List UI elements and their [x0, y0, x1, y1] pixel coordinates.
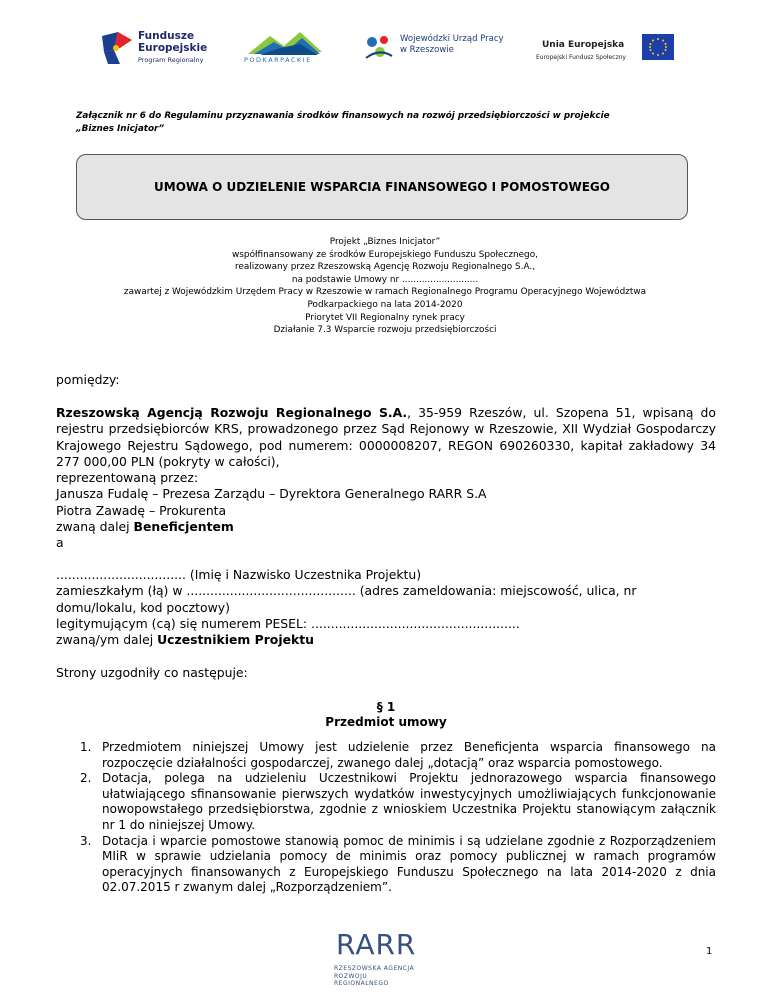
- title-box: [76, 154, 688, 220]
- party1-details: , 35-959 Rzeszów, ul. Szopena 51, wpisaną do rejestru przedsiębiorców KRS, prowadzonego przez Sąd Rejonowy w Rzeszowie, XII Wydział Gospodarczy Krajowego Rejestru Sądowego, pod numerem: 0000008207, REGON 690260330, kapitał zakładowy 34 277 000,00 PLN (pokryty w całości),: [56, 405, 717, 469]
- party2-called: [56, 632, 716, 648]
- project-info: [40, 236, 730, 337]
- rarr-logo: [330, 928, 420, 988]
- party1-called-name: Beneficjentem: [133, 519, 234, 535]
- project-line: Podkarpackiego na lata 2014-2020: [307, 299, 463, 310]
- fe-line3: Program Regionalny: [138, 56, 204, 64]
- ue-line2: Europejski Fundusz Społeczny: [536, 54, 626, 61]
- section-title: Przedmiot umowy: [325, 715, 447, 729]
- project-line: zawartej z Wojewódzkim Urzędem Pracy w Rzeszowie w ramach Regionalnego Programu Operacyjnego Województwa: [123, 287, 647, 298]
- between-label: pomiędzy:: [56, 372, 120, 387]
- party2-line1: ................................. (Imię i Nazwisko Uczestnika Projektu): [56, 567, 422, 582]
- party1-block: [56, 405, 716, 535]
- party2-line3: legitymującym (cą) się numerem PESEL: .....................................................: [56, 615, 520, 631]
- unia-europejska-logo: [536, 26, 686, 70]
- party1-person1: Janusza Fudalę – Prezesa Zarządu – Dyrektora Generalnego RARR S.A: [56, 486, 487, 502]
- project-line: Działanie 7.3 Wsparcie rozwoju przedsiębiorczości: [273, 325, 497, 336]
- rarr-logo-line2: ROZWOJU REGIONALNEGO: [334, 973, 389, 987]
- party1-description: [56, 405, 716, 470]
- party2-block: [56, 567, 716, 648]
- project-line: Priorytet VII Regionalny rynek pracy: [305, 312, 465, 323]
- party1-called: [56, 519, 716, 535]
- section-heading: [56, 700, 716, 730]
- page-number: 1: [706, 946, 713, 957]
- fundusze-europejskie-logo: [100, 26, 220, 70]
- party1-name: Rzeszowską Agencją Rozwoju Regionalnego S.A.: [56, 405, 408, 420]
- annex-line2: „Biznes Inicjator”: [76, 124, 165, 134]
- item-text: Dotacja i wparcie pomostowe stanowią pomoc de minimis i są udzielane zgodnie z Rozporządzeniem MIiR w sprawie udzielania pomocy de minimis oraz pomocy publicznej w ramach programów operacyjnych finansowanych z Europejskiego Funduszu Społecznego na lata 2014-2020 z dnia 02.07.2015 r zwanym dalej „Rozporządzeniem”.: [102, 833, 716, 895]
- ue-line1: Unia Europejska: [542, 40, 625, 50]
- fe-line2: Europejskie: [138, 42, 208, 54]
- item-text: Przedmiotem niniejszej Umowy jest udzielenie przez Beneficjenta wsparcia finansowego na rozpoczęcie działalności gospodarczej, zwanego dalej „dotacją” oraz wsparcia pomostowego.: [102, 740, 716, 770]
- project-line: Projekt „Biznes Inicjator”: [329, 237, 441, 247]
- wup-line2: w Rzeszowie: [400, 45, 454, 55]
- party2-called-prefix: zwaną/ym dalej: [56, 632, 158, 648]
- item-number: 1.: [80, 740, 92, 754]
- mountains-icon: [240, 28, 330, 58]
- party1-called-prefix: zwaną dalej: [56, 519, 134, 535]
- podkarpackie-logo: [240, 26, 330, 70]
- project-line: realizowany przez Rzeszowską Agencję Rozwoju Regionalnego S.A.,: [234, 262, 536, 273]
- annex-note: [76, 110, 696, 136]
- rarr-logo-text: RARR: [336, 928, 417, 961]
- wup-emblem-icon: [362, 30, 396, 64]
- fe-star-icon: [100, 30, 134, 66]
- section-number: § 1: [376, 700, 396, 714]
- section-items: [80, 740, 716, 896]
- podkarpackie-name: PODKARPACKIE: [244, 56, 312, 64]
- rarr-logo-line1: RZESZOWSKA AGENCJA: [334, 965, 415, 972]
- project-line: współfinansowany ze środków Europejskiego Funduszu Społecznego,: [232, 249, 538, 260]
- item-number: 2.: [80, 771, 92, 786]
- party2-line2: zamieszkałym (łą) w ........................................... (adres zameldowania: miejscowość, ulica, nr domu/lokalu, kod pocztowy): [56, 583, 637, 615]
- fe-line1: Fundusze: [138, 30, 195, 42]
- and-label: a: [56, 535, 64, 550]
- document-title: UMOWA O UDZIELENIE WSPARCIA FINANSOWEGO I POMOSTOWEGO: [154, 180, 610, 194]
- list-item: [80, 740, 716, 771]
- party2-called-name: Uczestnikiem Projektu: [157, 632, 314, 648]
- project-line: na podstawie Umowy nr ...........................: [291, 274, 479, 285]
- party1-person2: Piotra Zawadę – Prokurenta: [56, 502, 227, 518]
- wup-rzeszow-logo: [362, 26, 512, 70]
- item-text: Dotacja, polega na udzieleniu Uczestnikowi Projektu jednorazowego wsparcia finansowego ułatwiającego sfinansowanie pierwszych wydatków inwestycyjnych umożliwiających funkcjonowanie nowopowstałego przedsiębiorstwa, zgodnie z wnioskiem Uczestnika Projektu stanowiącym załącznik nr 1 do niniejszej Umowy.: [102, 771, 716, 832]
- annex-line1: Załącznik nr 6 do Regulaminu przyznawania środków finansowych na rozwój przedsiębiorczości w projekcie: [76, 111, 610, 121]
- wup-line1: Wojewódzki Urząd Pracy: [400, 34, 504, 44]
- item-number: 3.: [80, 833, 92, 848]
- list-item: [80, 771, 716, 833]
- list-item: [80, 834, 716, 896]
- wup-text: [400, 34, 504, 56]
- agreed-label: Strony uzgodniły co następuje:: [56, 665, 248, 680]
- eu-flag-icon: [642, 34, 674, 60]
- party1-represented: reprezentowaną przez:: [56, 470, 199, 486]
- logo-bar: [100, 26, 680, 70]
